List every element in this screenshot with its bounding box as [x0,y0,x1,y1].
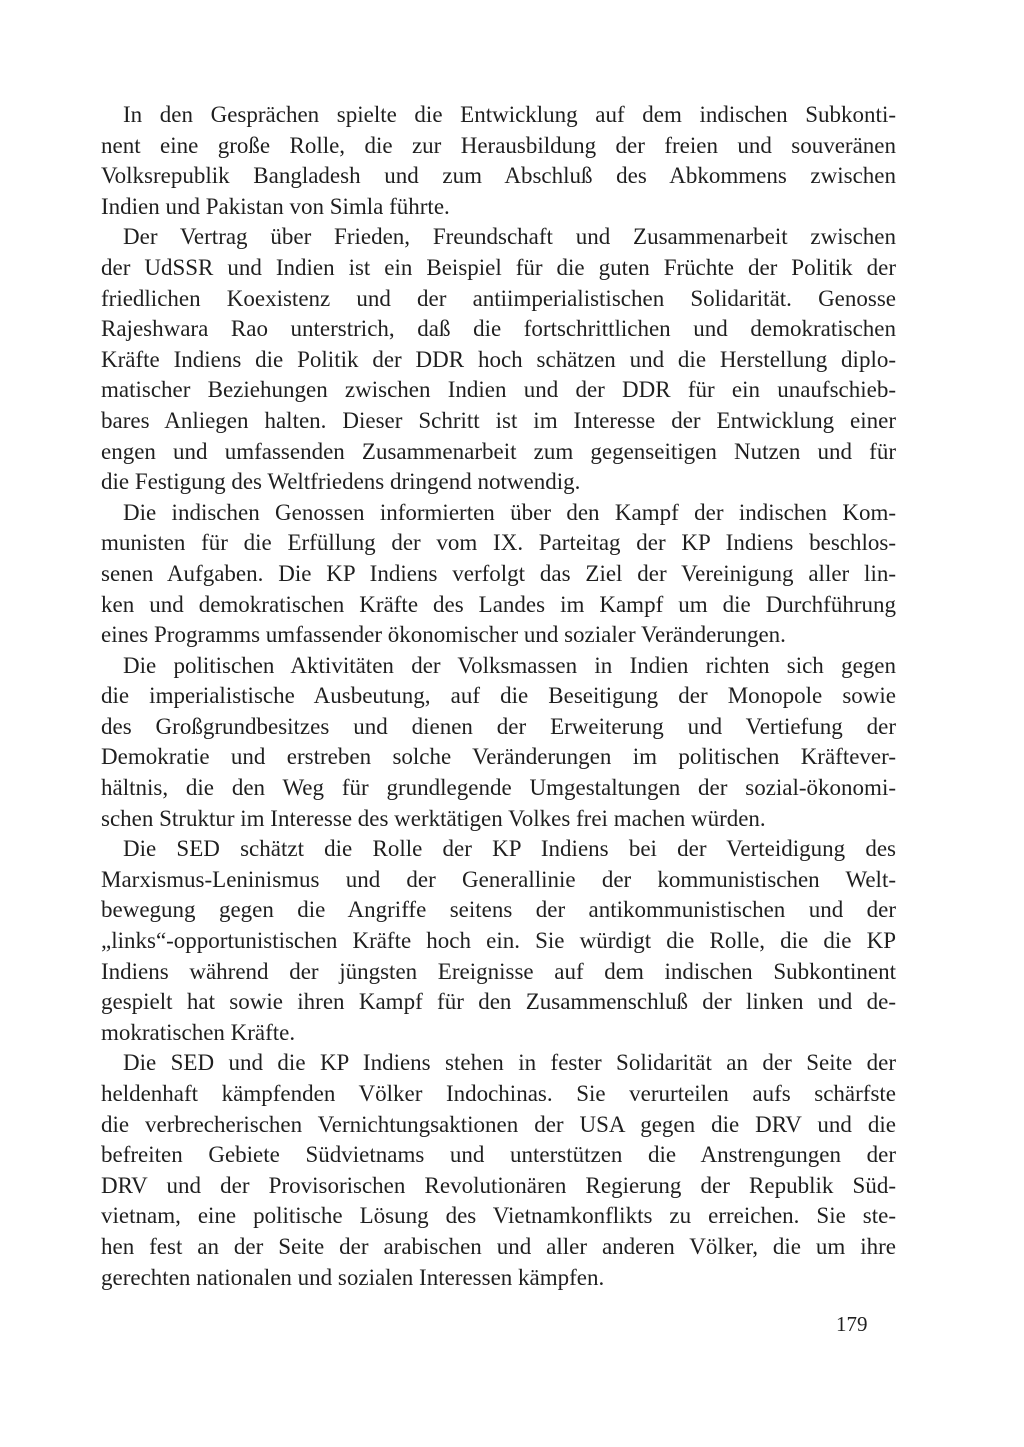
text-line: Die SED und die KP Indiens stehen in fester Solidarität an der Seite der [123,1050,896,1076]
text-line: die verbrecherischen Vernichtungsaktionen der USA gegen die DRV und die [101,1111,896,1137]
text-line: munisten für die Erfüllung der vom IX. Parteitag der KP Indiens beschlos- [101,530,896,556]
text-line: vietnam, eine politische Lösung des Vietnamkonflikts zu erreichen. Sie ste- [101,1203,896,1229]
text-line: Die indischen Genossen informierten über den Kampf der indischen Kom- [123,499,896,525]
text-line: die Festigung des Weltfriedens dringend notwendig. [101,469,581,495]
text-line: Rajeshwara Rao unterstrich, daß die fortschrittlichen und demokratischen [101,316,896,342]
text-line: befreiten Gebiete Südvietnams und unterstützen die Anstrengungen der [101,1142,896,1168]
paragraph-1 [101,100,896,222]
text-line: der UdSSR und Indien ist ein Beispiel für die guten Früchte der Politik der [101,254,896,280]
text-line: gerechten nationalen und sozialen Interessen kämpfen. [101,1264,605,1290]
paragraph-5 [101,834,896,1048]
paragraph-3 [101,498,896,651]
text-line: senen Aufgaben. Die KP Indiens verfolgt das Ziel der Vereinigung aller lin- [101,560,896,586]
text-line: bares Anliegen halten. Dieser Schritt ist im Interesse der Entwicklung einer [101,407,896,433]
text-line: Indiens während der jüngsten Ereignisse auf dem indischen Subkontinent [101,958,896,984]
text-line: Der Vertrag über Frieden, Freundschaft und Zusammenarbeit zwischen [123,224,896,250]
text-line: Die politischen Aktivitäten der Volksmassen in Indien richten sich gegen [123,652,896,678]
text-line: Kräfte Indiens die Politik der DDR hoch schätzen und die Herstellung diplo- [101,346,896,372]
text-line: eines Programms umfassender ökonomischer und sozialer Veränderungen. [101,622,786,648]
paragraph-6 [101,1048,896,1293]
text-line: heldenhaft kämpfenden Völker Indochinas. Sie verurteilen aufs schärfste [101,1081,896,1106]
text-line: des Großgrundbesitzes und dienen der Erweiterung und Vertiefung der [101,713,896,739]
text-line: bewegung gegen die Angriffe seitens der antikommunistischen und der [101,897,896,923]
paragraph-2 [101,222,896,497]
text-line: die imperialistische Ausbeutung, auf die Beseitigung der Monopole sowie [101,683,896,709]
text-line: Volksrepublik Bangladesh und zum Abschluß des Abkommens zwischen [101,163,896,189]
text-line: mokratischen Kräfte. [101,1019,296,1045]
text-line: Die SED schätzt die Rolle der KP Indiens bei der Verteidigung des [123,836,896,862]
text-line: „links“-opportunistischen Kräfte hoch ein. Sie würdigt die Rolle, die die KP [101,928,896,954]
text-line: In den Gesprächen spielte die Entwicklung auf dem indischen Subkonti- [123,102,896,127]
body-text [101,100,896,1293]
text-line: matischer Beziehungen zwischen Indien und der DDR für ein unaufschieb- [101,377,896,403]
text-line: Marxismus-Leninismus und der Generallinie der kommunistischen Welt- [101,866,896,892]
text-line: schen Struktur im Interesse des werktätigen Volkes frei machen würden. [101,805,766,831]
text-line: friedlichen Koexistenz und der antiimperialistischen Solidarität. Genosse [101,285,896,311]
page-number: 179 [836,1312,868,1336]
text-line: ken und demokratischen Kräfte des Landes im Kampf um die Durchführung [101,591,896,617]
text-line: engen und umfassenden Zusammenarbeit zum gegenseitigen Nutzen und für [101,438,896,464]
text-line: hen fest an der Seite der arabischen und aller anderen Völker, die um ihre [101,1233,896,1259]
paragraph-4 [101,651,896,835]
text-line: Indien und Pakistan von Simla führte. [101,193,450,219]
text-line: nent eine große Rolle, die zur Herausbildung der freien und souveränen [101,132,896,158]
text-line: Demokratie und erstreben solche Veränderungen im politischen Kräftever- [101,744,896,770]
text-line: gespielt hat sowie ihren Kampf für den Zusammenschluß der linken und de- [101,989,896,1015]
text-line: hältnis, die den Weg für grundlegende Umgestaltungen der sozial-ökonomi- [101,775,896,801]
text-line: DRV und der Provisorischen Revolutionären Regierung der Republik Süd- [101,1172,896,1198]
